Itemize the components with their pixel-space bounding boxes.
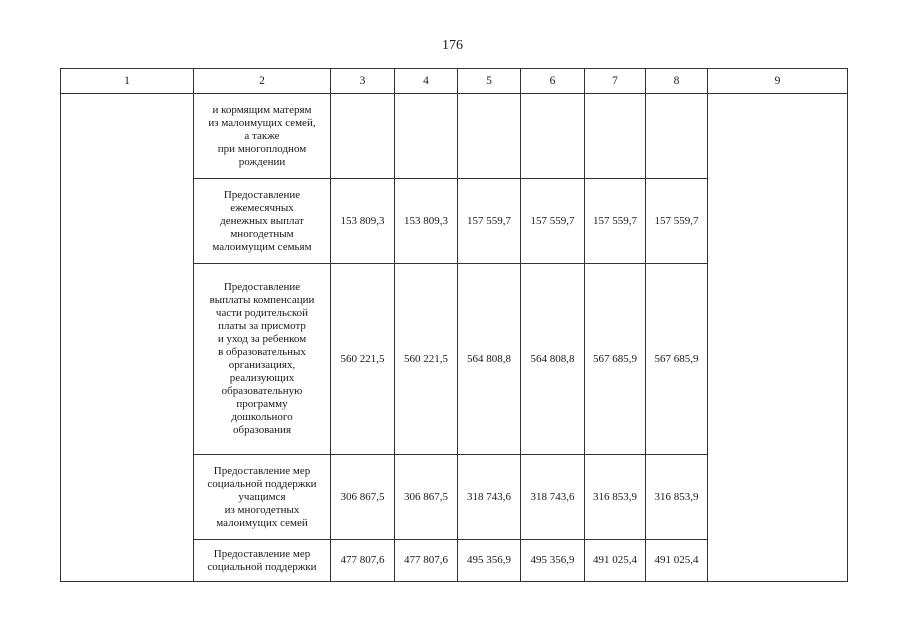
description-cell: Предоставление мер социальной поддержки bbox=[194, 540, 331, 582]
value-cell: 491 025,4 bbox=[646, 540, 708, 582]
header-cell: 6 bbox=[521, 69, 585, 94]
value-cell bbox=[646, 94, 708, 179]
value-cell: 306 867,5 bbox=[395, 455, 458, 540]
value-cell bbox=[585, 94, 646, 179]
value-cell bbox=[521, 94, 585, 179]
header-cell: 2 bbox=[194, 69, 331, 94]
value-cell: 316 853,9 bbox=[646, 455, 708, 540]
value-cell: 560 221,5 bbox=[331, 264, 395, 455]
header-cell: 7 bbox=[585, 69, 646, 94]
header-row bbox=[61, 69, 848, 94]
description-cell: и кормящим матерям из малоимущих семей, а также при многоплодном рождении bbox=[194, 94, 331, 179]
budget-table bbox=[60, 68, 848, 582]
value-cell: 153 809,3 bbox=[331, 179, 395, 264]
value-cell: 495 356,9 bbox=[458, 540, 521, 582]
value-cell: 316 853,9 bbox=[585, 455, 646, 540]
description-cell: Предоставление выплаты компенсации части родительской платы за присмотр и уход за ребенком в образовательных организациях, реализующих образовательную программу дошкольного образования bbox=[194, 264, 331, 455]
value-cell: 564 808,8 bbox=[521, 264, 585, 455]
page-number: 176 bbox=[442, 38, 463, 53]
description-cell: Предоставление ежемесячных денежных выплат многодетным малоимущим семьям bbox=[194, 179, 331, 264]
value-cell: 306 867,5 bbox=[331, 455, 395, 540]
value-cell: 495 356,9 bbox=[521, 540, 585, 582]
header-cell: 8 bbox=[646, 69, 708, 94]
value-cell: 560 221,5 bbox=[395, 264, 458, 455]
column-9-cell bbox=[708, 94, 848, 582]
value-cell: 153 809,3 bbox=[395, 179, 458, 264]
header-cell: 3 bbox=[331, 69, 395, 94]
value-cell: 477 807,6 bbox=[395, 540, 458, 582]
value-cell: 567 685,9 bbox=[646, 264, 708, 455]
value-cell: 157 559,7 bbox=[458, 179, 521, 264]
value-cell: 491 025,4 bbox=[585, 540, 646, 582]
value-cell: 157 559,7 bbox=[521, 179, 585, 264]
column-1-cell bbox=[61, 94, 194, 582]
value-cell bbox=[395, 94, 458, 179]
value-cell: 318 743,6 bbox=[458, 455, 521, 540]
value-cell bbox=[331, 94, 395, 179]
value-cell: 477 807,6 bbox=[331, 540, 395, 582]
value-cell bbox=[458, 94, 521, 179]
header-cell: 4 bbox=[395, 69, 458, 94]
table-row bbox=[61, 94, 848, 179]
header-cell: 1 bbox=[61, 69, 194, 94]
header-cell: 5 bbox=[458, 69, 521, 94]
value-cell: 157 559,7 bbox=[585, 179, 646, 264]
description-cell: Предоставление мер социальной поддержки учащимся из многодетных малоимущих семей bbox=[194, 455, 331, 540]
value-cell: 318 743,6 bbox=[521, 455, 585, 540]
value-cell: 564 808,8 bbox=[458, 264, 521, 455]
value-cell: 157 559,7 bbox=[646, 179, 708, 264]
header-cell: 9 bbox=[708, 69, 848, 94]
value-cell: 567 685,9 bbox=[585, 264, 646, 455]
